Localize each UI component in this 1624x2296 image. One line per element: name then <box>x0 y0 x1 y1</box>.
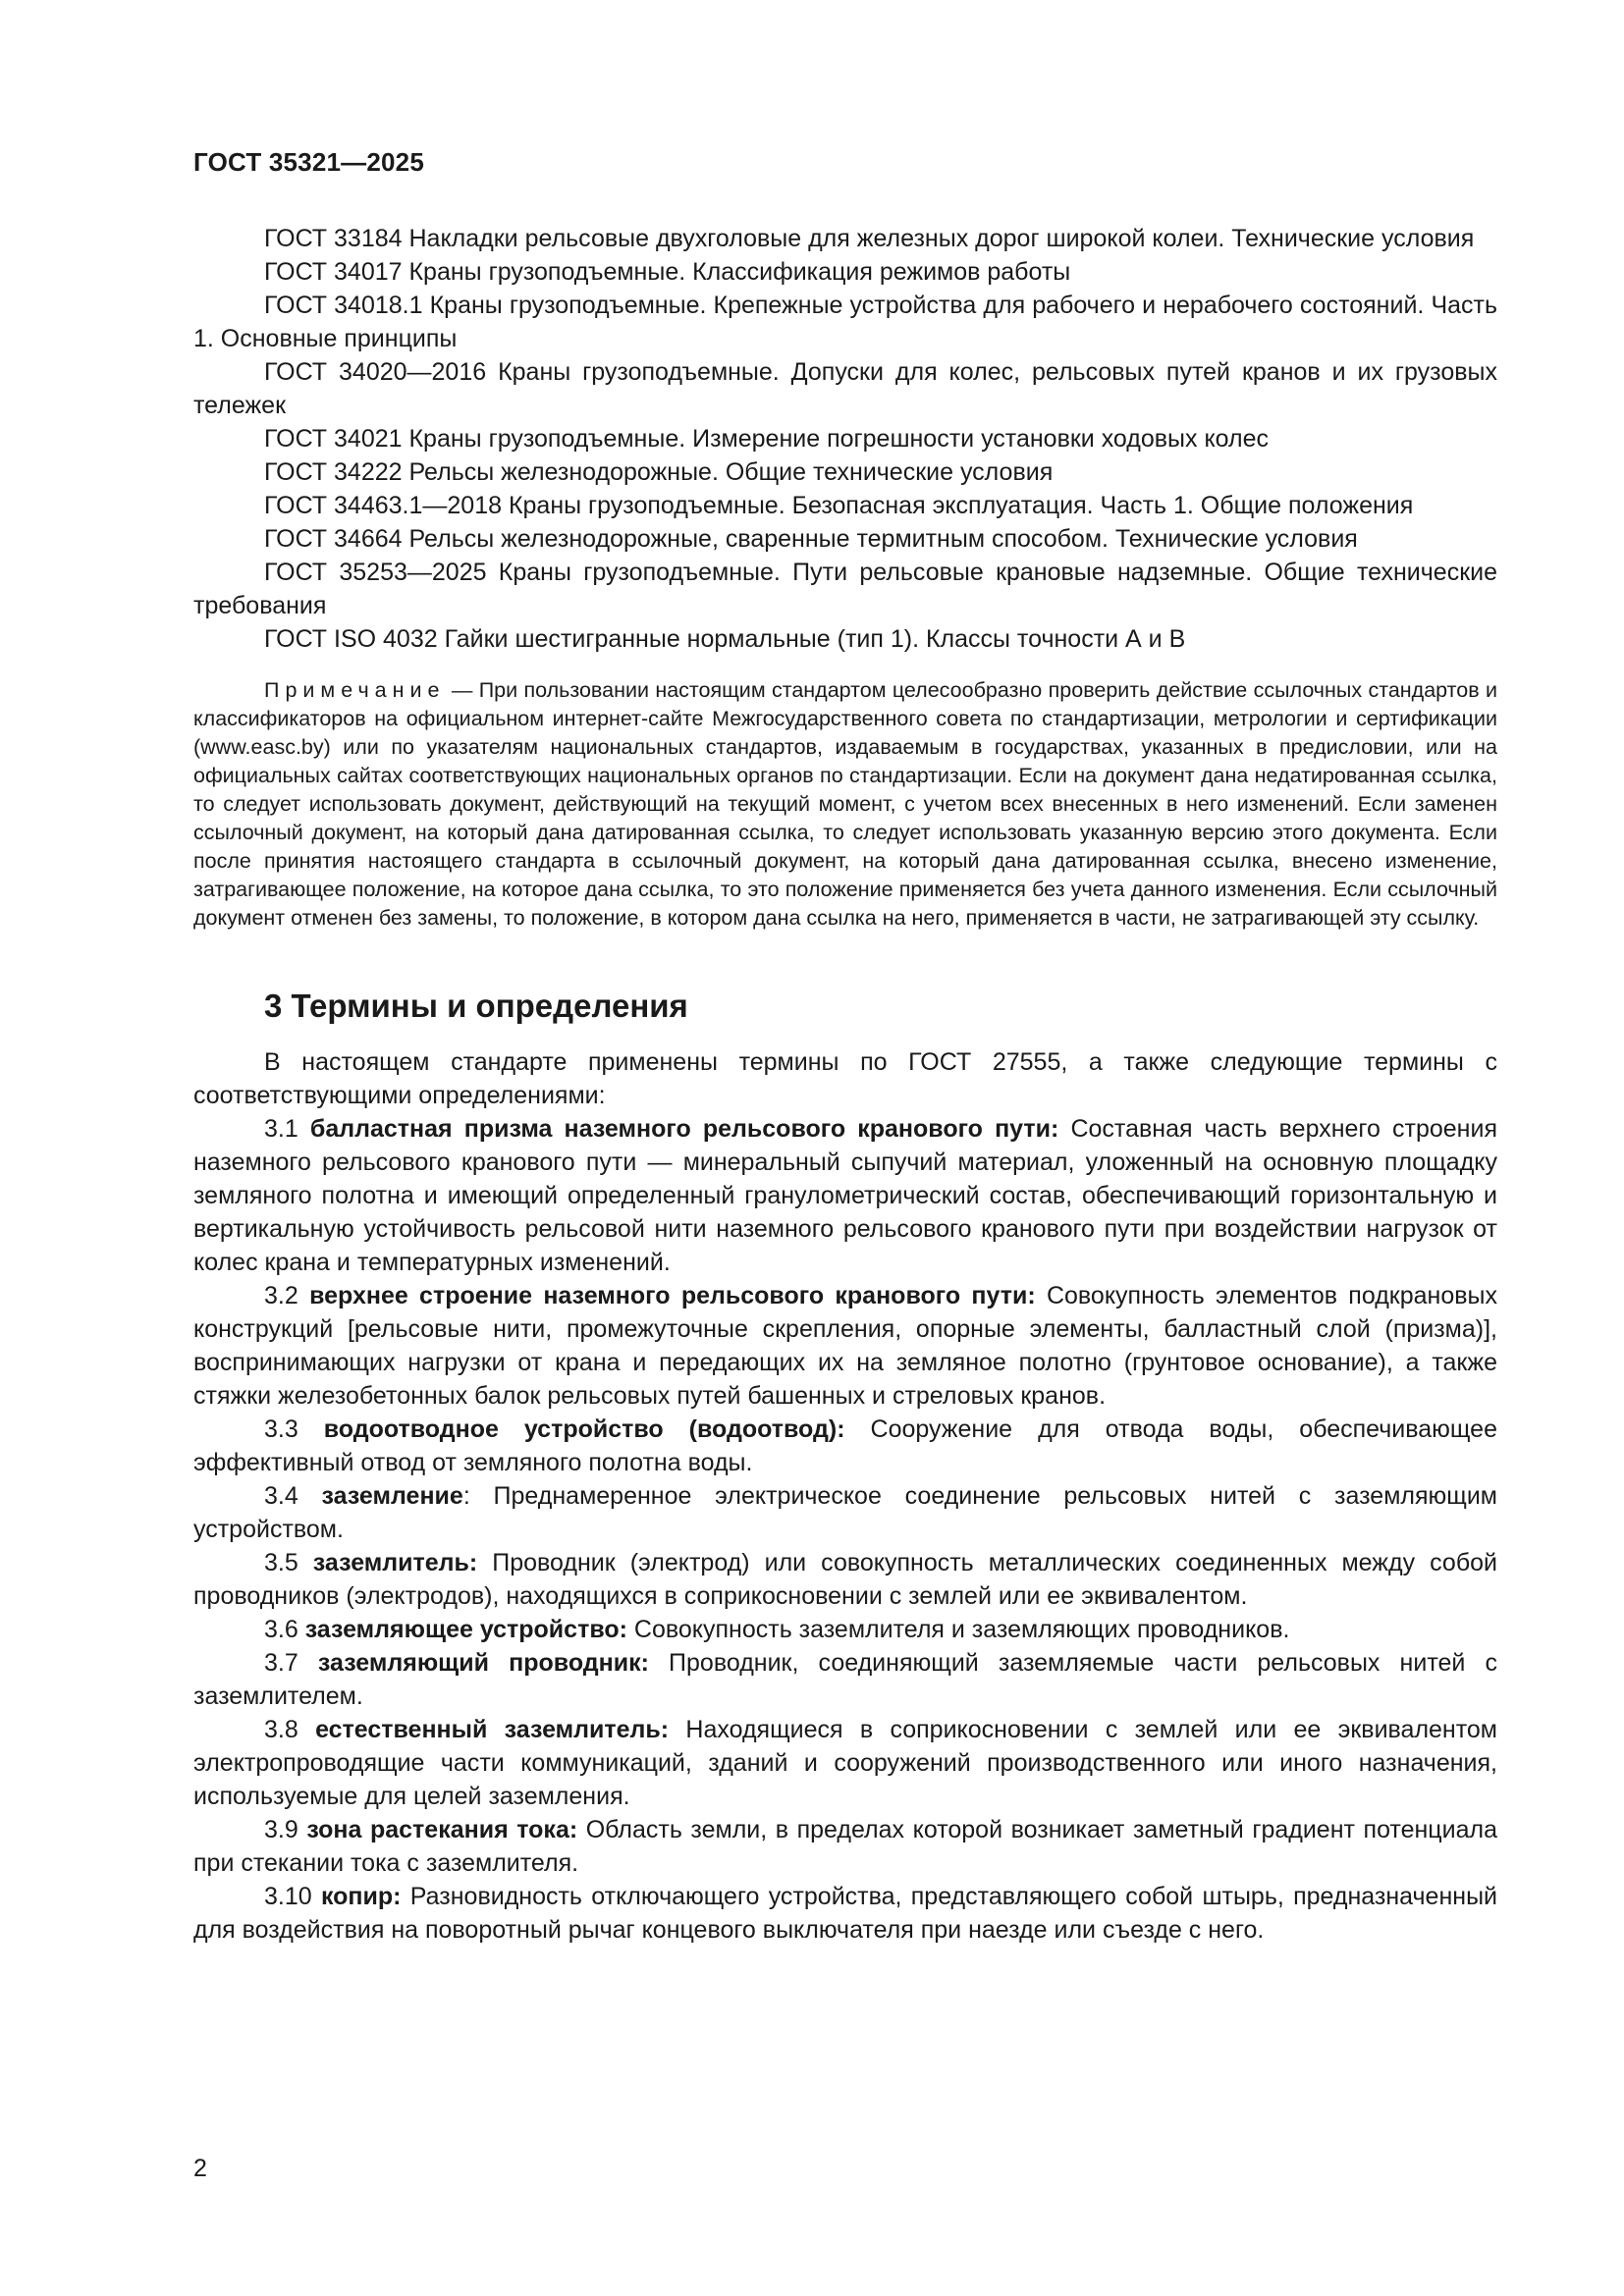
section-title: 3 Термины и определения <box>264 988 688 1024</box>
term-entry <box>193 1646 1497 1713</box>
reference-item: ГОСТ 34463.1—2018 Краны грузоподъемные. Безопасная эксплуатация. Часть 1. Общие положения <box>264 492 1414 519</box>
term-number: 3.4 <box>264 1482 322 1510</box>
term-definition: Проводник, соединяющий заземляемые части рельсовых нитей с заземлителем. <box>193 1649 1497 1710</box>
term-number: 3.5 <box>264 1549 313 1576</box>
term-number: 3.10 <box>264 1883 321 1910</box>
term-number: 3.3 <box>264 1415 324 1443</box>
term-entry <box>193 1813 1497 1880</box>
term-entry <box>193 1479 1497 1546</box>
standard-header: ГОСТ 35321—2025 <box>193 147 424 177</box>
page-number: 2 <box>193 2155 207 2182</box>
term-entry <box>193 1546 1497 1613</box>
term-name: заземление <box>321 1482 463 1510</box>
term-entry <box>193 1112 1497 1279</box>
term-definition: Проводник (электрод) или совокупность металлических соединенных между собой проводников (электродов), находящихся в соприкосновении с землей или ее эквивалентом. <box>193 1549 1498 1610</box>
term-entry <box>193 1713 1497 1813</box>
note-label: Примечание <box>264 678 446 702</box>
term-name: зона растекания тока: <box>306 1816 578 1843</box>
term-name: балластная призма наземного рельсового кранового пути: <box>309 1115 1059 1143</box>
page-content <box>193 222 1497 1947</box>
term-definition: Разновидность отключающего устройства, представляющего собой штырь, предназначенный для воздействия на поворотный рычаг концевого выключателя при наезде или съезде с него. <box>193 1883 1498 1944</box>
reference-item: ГОСТ 35253—2025 Краны грузоподъемные. Пути рельсовые крановые надземные. Общие технические требования <box>193 559 1497 619</box>
term-definition: Сооружение для отвода воды, обеспечивающее эффективный отвод от земляного полотна воды. <box>193 1415 1497 1476</box>
term-definition: : Преднамеренное электрическое соединение рельсовых нитей с заземляющим устройством. <box>193 1482 1497 1543</box>
term-entry <box>193 1279 1497 1413</box>
term-definition: Совокупность заземлителя и заземляющих проводников. <box>626 1616 1290 1643</box>
reference-item: ГОСТ 34017 Краны грузоподъемные. Классификация режимов работы <box>264 258 1071 286</box>
term-name: заземляющий проводник: <box>317 1649 649 1677</box>
term-name: верхнее строение наземного рельсового кранового пути: <box>309 1282 1036 1309</box>
term-definition: Совокупность элементов подкрановых конструкций [рельсовые нити, промежуточные скрепления, опорные элементы, балластный слой (призма)], воспринимающих нагрузки от крана и передающих их на земляное полотно (грунтовое основание), а также стяжки железобетонных балок рельсовых путей башенных и стреловых кранов. <box>193 1282 1497 1410</box>
reference-item: ГОСТ 34222 Рельсы железнодорожные. Общие технические условия <box>264 458 1054 486</box>
section-intro: В настоящем стандарте применены термины по ГОСТ 27555, а также следующие термины с соответствующими определениями: <box>193 1048 1497 1109</box>
reference-item: ГОСТ 34664 Рельсы железнодорожные, сваренные термитным способом. Технические условия <box>264 525 1358 553</box>
term-entry <box>193 1413 1497 1479</box>
term-name: естественный заземлитель: <box>315 1716 670 1743</box>
term-definition: Составная часть верхнего строения наземного рельсового кранового пути — минеральный сыпучий материал, уложенный на основную площадку земляного полотна и имеющий определенный гранулометрический состав, обеспечивающий горизонтальную и вертикальную устойчивость рельсовой нити наземного рельсового кранового пути при воздействии нагрузок от колес крана и температурных изменений. <box>193 1115 1497 1276</box>
reference-item: ГОСТ 34018.1 Краны грузоподъемные. Крепежные устройства для рабочего и нерабочего состояний. Часть 1. Основные принципы <box>193 292 1497 352</box>
term-name: заземляющее устройство: <box>304 1616 627 1643</box>
note-text: — При пользовании настоящим стандартом целесообразно проверить действие ссылочных стандартов и классификаторов на официальном интернет-сайте Межгосударственного совета по стандартизации, метрологии и сертификации (www.easc.by) или по указателям национальных стандартов, издаваемым в государствах, указанных в предисловии, или на официальных сайтах соответствующих национальных органов по стандартизации. Если на документ дана недатированная ссылка, то следует использовать документ, действующий на текущий момент, с учетом всех внесенных в него изменений. Если заменен ссылочный документ, на который дана датированная ссылка, то следует использовать указанную версию этого документа. Если после принятия настоящего стандарта в ссылочный документ, на который дана датированная ссылка, внесено изменение, затрагивающее положение, на которое дана ссылка, то это положение применяется без учета данного изменения. Если ссылочный документ отменен без замены, то положение, в котором дана ссылка на него, применяется в части, не затрагивающей эту ссылку. <box>193 678 1497 930</box>
term-name: водоотводное устройство (водоотвод): <box>323 1415 845 1443</box>
term-entry <box>193 1880 1497 1947</box>
term-number: 3.7 <box>264 1649 318 1677</box>
terms-list <box>193 1045 1497 1947</box>
term-number: 3.8 <box>264 1716 316 1743</box>
reference-item: ГОСТ 34020—2016 Краны грузоподъемные. Допуски для колес, рельсовых путей кранов и их грузовых тележек <box>193 358 1497 419</box>
reference-item: ГОСТ 34021 Краны грузоподъемные. Измерение погрешности установки ходовых колес <box>264 425 1270 453</box>
reference-item: ГОСТ ISO 4032 Гайки шестигранные нормальные (тип 1). Классы точности А и В <box>264 625 1186 653</box>
term-name: копир: <box>320 1883 402 1910</box>
term-number: 3.1 <box>264 1115 310 1143</box>
term-definition: Область земли, в пределах которой возникает заметный градиент потенциала при стекании тока с заземлителя. <box>193 1816 1497 1877</box>
references-list <box>193 222 1497 656</box>
term-number: 3.9 <box>264 1816 307 1843</box>
term-definition: Находящиеся в соприкосновении с землей или ее эквивалентом электропроводящие части коммуникаций, зданий и сооружений производственного или иного назначения, используемые для целей заземления. <box>193 1716 1497 1810</box>
note-paragraph <box>193 676 1497 933</box>
reference-item: ГОСТ 33184 Накладки рельсовые двухголовые для железных дорог широкой колеи. Технические условия <box>264 225 1475 252</box>
term-name: заземлитель: <box>312 1549 478 1576</box>
term-number: 3.6 <box>264 1616 305 1643</box>
term-number: 3.2 <box>264 1282 310 1309</box>
term-entry <box>193 1613 1497 1646</box>
